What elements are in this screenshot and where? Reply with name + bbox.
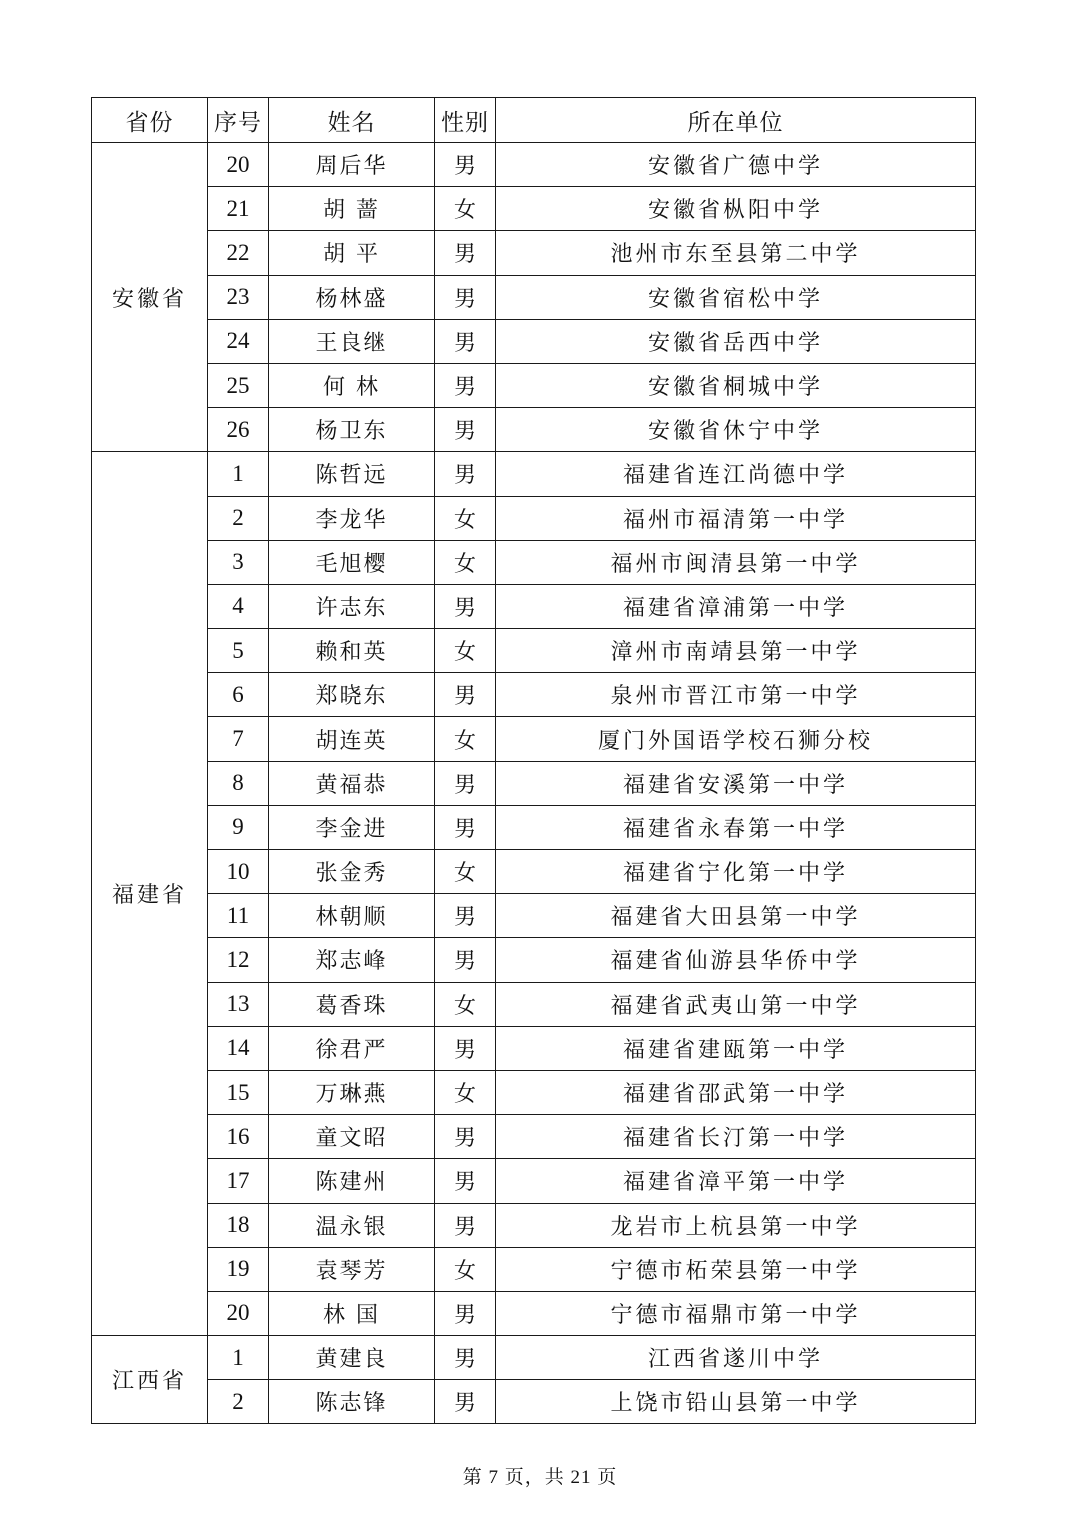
gender-cell: 女 <box>435 982 496 1026</box>
number-cell: 8 <box>208 761 269 805</box>
gender-cell: 男 <box>435 143 496 187</box>
province-cell: 福建省 <box>92 452 208 1336</box>
gender-cell: 男 <box>435 363 496 407</box>
number-cell: 4 <box>208 584 269 628</box>
number-cell: 23 <box>208 275 269 319</box>
table-row <box>92 584 976 628</box>
unit-cell: 福建省漳浦第一中学 <box>496 584 976 628</box>
gender-cell: 男 <box>435 761 496 805</box>
unit-cell: 福州市福清第一中学 <box>496 496 976 540</box>
number-cell: 2 <box>208 1380 269 1424</box>
gender-cell: 男 <box>435 673 496 717</box>
gender-cell: 男 <box>435 894 496 938</box>
table-row <box>92 231 976 275</box>
table-row <box>92 408 976 452</box>
gender-cell: 男 <box>435 319 496 363</box>
name-cell: 许志东 <box>269 584 435 628</box>
gender-cell: 男 <box>435 1380 496 1424</box>
table-row <box>92 1291 976 1335</box>
gender-cell: 女 <box>435 496 496 540</box>
number-cell: 7 <box>208 717 269 761</box>
name-cell: 李龙华 <box>269 496 435 540</box>
table-row <box>92 717 976 761</box>
unit-cell: 上饶市铅山县第一中学 <box>496 1380 976 1424</box>
table-row <box>92 363 976 407</box>
gender-cell: 男 <box>435 805 496 849</box>
unit-cell: 福建省大田县第一中学 <box>496 894 976 938</box>
unit-cell: 泉州市晋江市第一中学 <box>496 673 976 717</box>
name-cell: 黄福恭 <box>269 761 435 805</box>
name-cell: 王良继 <box>269 319 435 363</box>
table-row <box>92 982 976 1026</box>
unit-cell: 安徽省宿松中学 <box>496 275 976 319</box>
table-row <box>92 452 976 496</box>
name-cell: 周后华 <box>269 143 435 187</box>
gender-cell: 女 <box>435 1247 496 1291</box>
name-cell: 袁琴芳 <box>269 1247 435 1291</box>
header-unit: 所在单位 <box>496 98 976 143</box>
number-cell: 2 <box>208 496 269 540</box>
table-row <box>92 1026 976 1070</box>
table-body <box>92 143 976 1424</box>
header-gender: 性别 <box>435 98 496 143</box>
unit-cell: 安徽省休宁中学 <box>496 408 976 452</box>
number-cell: 3 <box>208 540 269 584</box>
table-row <box>92 187 976 231</box>
province-cell: 安徽省 <box>92 143 208 452</box>
number-cell: 18 <box>208 1203 269 1247</box>
name-cell: 陈建州 <box>269 1159 435 1203</box>
gender-cell: 女 <box>435 717 496 761</box>
name-cell: 林朝顺 <box>269 894 435 938</box>
unit-cell: 福建省建瓯第一中学 <box>496 1026 976 1070</box>
name-cell: 张金秀 <box>269 850 435 894</box>
header-row <box>92 98 976 143</box>
name-cell: 童文昭 <box>269 1115 435 1159</box>
name-cell: 杨林盛 <box>269 275 435 319</box>
number-cell: 1 <box>208 1336 269 1380</box>
name-cell: 何 林 <box>269 363 435 407</box>
number-cell: 9 <box>208 805 269 849</box>
table-row <box>92 1203 976 1247</box>
unit-cell: 池州市东至县第二中学 <box>496 231 976 275</box>
name-cell: 陈志锋 <box>269 1380 435 1424</box>
number-cell: 13 <box>208 982 269 1026</box>
name-cell: 葛香珠 <box>269 982 435 1026</box>
table-row <box>92 673 976 717</box>
number-cell: 17 <box>208 1159 269 1203</box>
name-cell: 胡 平 <box>269 231 435 275</box>
table-row <box>92 1159 976 1203</box>
unit-cell: 福建省漳平第一中学 <box>496 1159 976 1203</box>
gender-cell: 男 <box>435 938 496 982</box>
header-name: 姓名 <box>269 98 435 143</box>
unit-cell: 安徽省枞阳中学 <box>496 187 976 231</box>
unit-cell: 江西省遂川中学 <box>496 1336 976 1380</box>
number-cell: 21 <box>208 187 269 231</box>
unit-cell: 福建省长汀第一中学 <box>496 1115 976 1159</box>
table-row <box>92 938 976 982</box>
name-cell: 李金进 <box>269 805 435 849</box>
gender-cell: 男 <box>435 1203 496 1247</box>
unit-cell: 宁德市福鼎市第一中学 <box>496 1291 976 1335</box>
gender-cell: 男 <box>435 1026 496 1070</box>
table-row <box>92 496 976 540</box>
gender-cell: 男 <box>435 1291 496 1335</box>
table-row <box>92 1115 976 1159</box>
unit-cell: 厦门外国语学校石狮分校 <box>496 717 976 761</box>
number-cell: 15 <box>208 1070 269 1114</box>
table-row <box>92 1070 976 1114</box>
name-cell: 万琳燕 <box>269 1070 435 1114</box>
gender-cell: 女 <box>435 850 496 894</box>
number-cell: 26 <box>208 408 269 452</box>
number-cell: 19 <box>208 1247 269 1291</box>
number-cell: 12 <box>208 938 269 982</box>
unit-cell: 安徽省岳西中学 <box>496 319 976 363</box>
unit-cell: 福建省永春第一中学 <box>496 805 976 849</box>
personnel-table <box>91 97 976 1424</box>
number-cell: 14 <box>208 1026 269 1070</box>
table-row <box>92 275 976 319</box>
table-row <box>92 850 976 894</box>
gender-cell: 男 <box>435 231 496 275</box>
gender-cell: 男 <box>435 584 496 628</box>
header-province: 省份 <box>92 98 208 143</box>
province-cell: 江西省 <box>92 1336 208 1424</box>
table-row <box>92 1336 976 1380</box>
gender-cell: 男 <box>435 1336 496 1380</box>
unit-cell: 龙岩市上杭县第一中学 <box>496 1203 976 1247</box>
table-header <box>92 98 976 143</box>
table-row <box>92 319 976 363</box>
number-cell: 22 <box>208 231 269 275</box>
gender-cell: 女 <box>435 187 496 231</box>
unit-cell: 福建省安溪第一中学 <box>496 761 976 805</box>
table-row <box>92 1247 976 1291</box>
gender-cell: 男 <box>435 1115 496 1159</box>
unit-cell: 安徽省桐城中学 <box>496 363 976 407</box>
name-cell: 温永银 <box>269 1203 435 1247</box>
table-row <box>92 761 976 805</box>
name-cell: 毛旭樱 <box>269 540 435 584</box>
table-row <box>92 143 976 187</box>
number-cell: 5 <box>208 629 269 673</box>
number-cell: 20 <box>208 143 269 187</box>
number-cell: 11 <box>208 894 269 938</box>
number-cell: 16 <box>208 1115 269 1159</box>
table-row <box>92 540 976 584</box>
name-cell: 赖和英 <box>269 629 435 673</box>
unit-cell: 漳州市南靖县第一中学 <box>496 629 976 673</box>
unit-cell: 宁德市柘荣县第一中学 <box>496 1247 976 1291</box>
number-cell: 10 <box>208 850 269 894</box>
gender-cell: 男 <box>435 408 496 452</box>
header-number: 序号 <box>208 98 269 143</box>
name-cell: 杨卫东 <box>269 408 435 452</box>
name-cell: 徐君严 <box>269 1026 435 1070</box>
number-cell: 1 <box>208 452 269 496</box>
gender-cell: 女 <box>435 1070 496 1114</box>
table-row <box>92 629 976 673</box>
gender-cell: 男 <box>435 1159 496 1203</box>
table-row <box>92 894 976 938</box>
number-cell: 20 <box>208 1291 269 1335</box>
unit-cell: 福建省仙游县华侨中学 <box>496 938 976 982</box>
unit-cell: 福州市闽清县第一中学 <box>496 540 976 584</box>
unit-cell: 福建省武夷山第一中学 <box>496 982 976 1026</box>
gender-cell: 女 <box>435 629 496 673</box>
unit-cell: 福建省连江尚德中学 <box>496 452 976 496</box>
number-cell: 25 <box>208 363 269 407</box>
gender-cell: 男 <box>435 275 496 319</box>
number-cell: 24 <box>208 319 269 363</box>
gender-cell: 男 <box>435 452 496 496</box>
page-footer: 第 7 页，共 21 页 <box>462 1467 618 1488</box>
gender-cell: 女 <box>435 540 496 584</box>
unit-cell: 福建省宁化第一中学 <box>496 850 976 894</box>
name-cell: 黄建良 <box>269 1336 435 1380</box>
name-cell: 胡 蔷 <box>269 187 435 231</box>
table-row <box>92 1380 976 1424</box>
name-cell: 郑晓东 <box>269 673 435 717</box>
unit-cell: 福建省邵武第一中学 <box>496 1070 976 1114</box>
table-row <box>92 805 976 849</box>
name-cell: 胡连英 <box>269 717 435 761</box>
unit-cell: 安徽省广德中学 <box>496 143 976 187</box>
number-cell: 6 <box>208 673 269 717</box>
name-cell: 林 国 <box>269 1291 435 1335</box>
name-cell: 郑志峰 <box>269 938 435 982</box>
name-cell: 陈哲远 <box>269 452 435 496</box>
